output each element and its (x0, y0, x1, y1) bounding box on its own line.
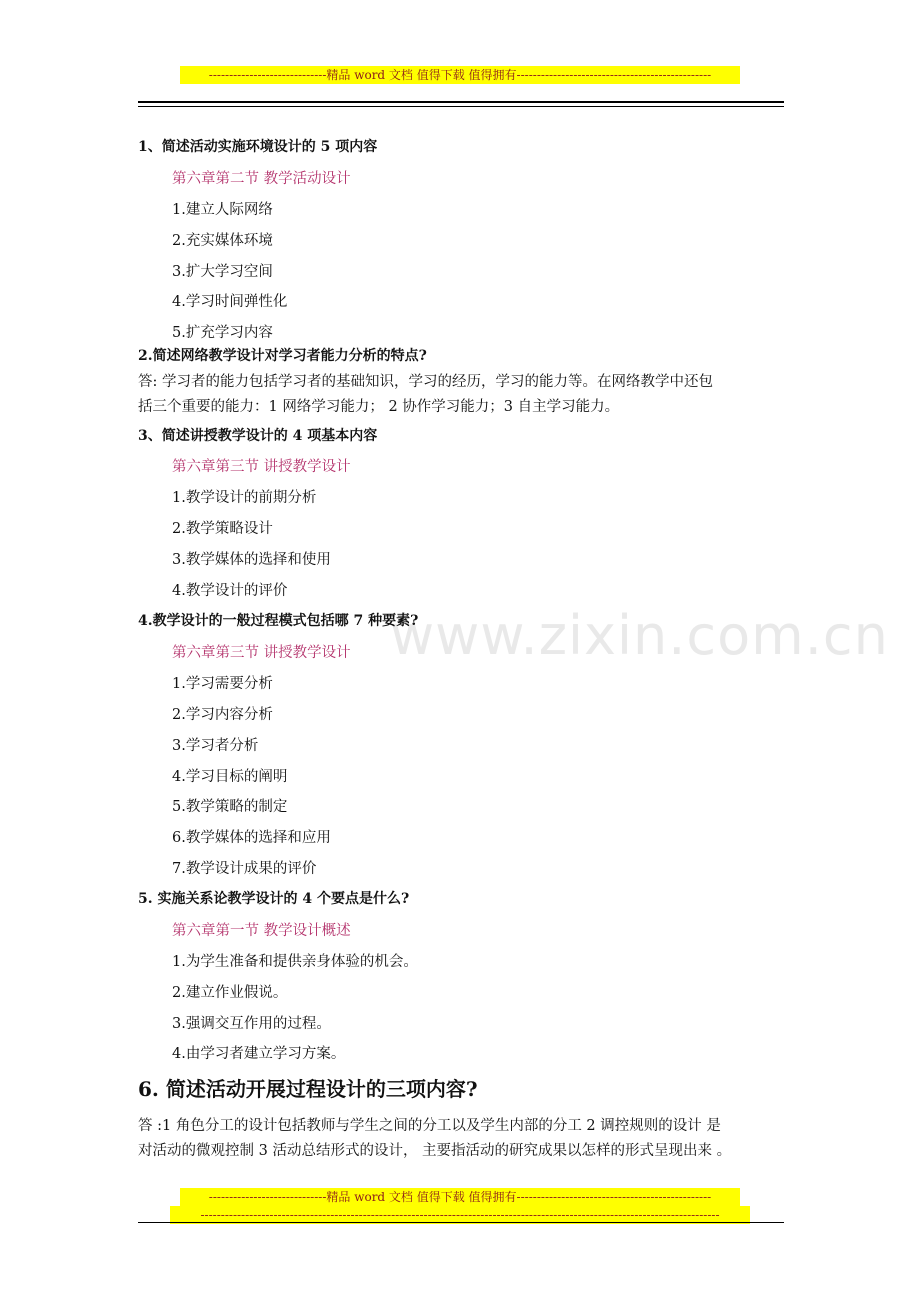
question-2-answer-line-1: 答: 学习者的能力包括学习者的基础知识，学习的经历，学习的能力等。在网络教学中还包 (138, 374, 713, 390)
question-5-section: 第六章第一节 教学设计概述 (172, 923, 351, 939)
question-1-title: 1、简述活动实施环境设计的 5 项内容 (138, 139, 378, 155)
list-item: 4.学习目标的阐明 (172, 769, 288, 785)
list-item: 4.教学设计的评价 (172, 583, 288, 599)
question-4-title: 4.教学设计的一般过程模式包括哪 7 种要素? (138, 613, 419, 629)
list-item: 6.教学媒体的选择和应用 (172, 830, 331, 846)
footer-rule (138, 1222, 784, 1223)
footer-banner: -----------------------------精品 word 文档 值得下载 值得拥有------------------------------------------------ (180, 1188, 740, 1206)
question-2-title: 2.简述网络教学设计对学习者能力分析的特点? (138, 348, 427, 364)
list-item: 3.教学媒体的选择和使用 (172, 552, 331, 568)
header-rule-thick (138, 101, 784, 103)
list-item: 5.扩充学习内容 (172, 325, 273, 341)
question-6-answer-line-1: 答 :1 角色分工的设计包括教师与学生之间的分工以及学生内部的分工 2 调控规则的设计 是 (138, 1118, 721, 1134)
footer-dash-line: -------------------------------------------------------------------------------------------------------------------------------- (170, 1206, 750, 1224)
question-6-title: 6. 简述活动开展过程设计的三项内容? (138, 1077, 478, 1101)
list-item: 1.学习需要分析 (172, 676, 273, 692)
list-item: 2.充实媒体环境 (172, 233, 273, 249)
list-item: 4.学习时间弹性化 (172, 294, 288, 310)
list-item: 2.教学策略设计 (172, 521, 273, 537)
question-4-section: 第六章第三节 讲授教学设计 (172, 645, 351, 661)
list-item: 3.学习者分析 (172, 738, 259, 754)
list-item: 4.由学习者建立学习方案。 (172, 1046, 346, 1062)
question-6-answer-line-2: 对活动的微观控制 3 活动总结形式的设计， 主要指活动的研究成果以怎样的形式呈现出来 。 (138, 1143, 732, 1159)
list-item: 7.教学设计成果的评价 (172, 861, 317, 877)
question-1-section: 第六章第二节 教学活动设计 (172, 171, 351, 187)
header-banner: -----------------------------精品 word 文档 值得下载 值得拥有------------------------------------------------ (180, 66, 740, 84)
list-item: 2.建立作业假说。 (172, 985, 288, 1001)
watermark: www.zixin.com.cn (390, 604, 889, 667)
list-item: 1.建立人际网络 (172, 202, 273, 218)
list-item: 5.教学策略的制定 (172, 799, 288, 815)
list-item: 1.为学生准备和提供亲身体验的机会。 (172, 954, 418, 970)
question-3-section: 第六章第三节 讲授教学设计 (172, 459, 351, 475)
question-5-title: 5. 实施关系论教学设计的 4 个要点是什么? (138, 891, 410, 907)
list-item: 3.扩大学习空间 (172, 264, 273, 280)
list-item: 2.学习内容分析 (172, 707, 273, 723)
list-item: 3.强调交互作用的过程。 (172, 1016, 331, 1032)
question-2-answer-line-2: 括三个重要的能力：1 网络学习能力； 2 协作学习能力；3 自主学习能力。 (138, 399, 620, 415)
question-3-title: 3、简述讲授教学设计的 4 项基本内容 (138, 428, 378, 444)
list-item: 1.教学设计的前期分析 (172, 490, 317, 506)
header-rule-thin (138, 106, 784, 107)
